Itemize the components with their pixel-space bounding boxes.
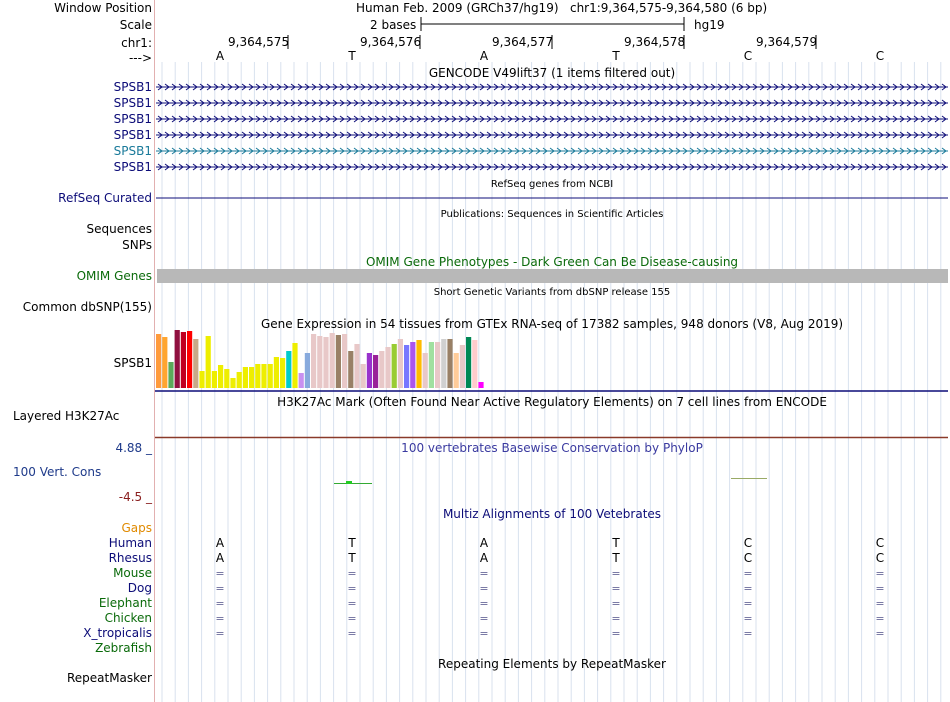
scale-text: 2 bases bbox=[370, 18, 417, 32]
phylop-score bbox=[346, 481, 352, 484]
base-letter: A bbox=[479, 49, 489, 63]
gtex-tissue-bar bbox=[168, 362, 173, 388]
coordinate-label: 9,364,578 bbox=[624, 35, 686, 49]
sequences-label[interactable]: Sequences bbox=[86, 222, 152, 236]
gtex-tissue-bar bbox=[305, 353, 310, 388]
gtex-tissue-bar bbox=[454, 353, 459, 388]
gtex-tissue-bar bbox=[243, 367, 248, 388]
gtex-track-title[interactable]: Gene Expression in 54 tissues from GTEx RNA-seq of 17382 samples, 948 donors (V8, Aug 2019) bbox=[260, 317, 844, 331]
gtex-tissue-bar bbox=[354, 344, 359, 388]
gtex-tissue-bar bbox=[361, 364, 366, 388]
refseq-track-title[interactable]: RefSeq genes from NCBI bbox=[490, 179, 614, 190]
alignment-base: = bbox=[743, 627, 753, 640]
gtex-tissue-bar bbox=[299, 373, 304, 388]
gtex-tissue-bar bbox=[230, 378, 235, 388]
alignment-base: = bbox=[347, 627, 357, 640]
coordinate-label: 9,364,577 bbox=[492, 35, 554, 49]
gencode-row-label[interactable]: SPSB1 bbox=[113, 144, 152, 158]
dbsnp-track-title[interactable]: Short Genetic Variants from dbSNP release 155 bbox=[433, 287, 671, 298]
dbsnp-label[interactable]: Common dbSNP(155) bbox=[22, 300, 152, 314]
alignment-base: = bbox=[479, 567, 489, 580]
assembly-text bbox=[356, 1, 767, 15]
gtex-tissue-bar bbox=[218, 365, 223, 388]
species-label[interactable]: Human bbox=[108, 536, 152, 550]
gaps-label: Gaps bbox=[121, 521, 152, 535]
phylop-score bbox=[334, 483, 372, 484]
gtex-tissue-bar bbox=[398, 339, 403, 388]
h3k27ac-track-title[interactable]: H3K27Ac Mark (Often Found Near Active Regulatory Elements) on 7 cell lines from ENCODE bbox=[277, 395, 827, 409]
gtex-tissue-bar bbox=[429, 342, 434, 388]
gtex-tissue-bar bbox=[193, 339, 198, 388]
alignment-base: A bbox=[215, 536, 225, 550]
species-label[interactable]: Dog bbox=[127, 581, 152, 595]
gtex-tissue-bar bbox=[435, 342, 440, 388]
refseq-label[interactable]: RefSeq Curated bbox=[58, 191, 152, 205]
repeatmasker-label[interactable]: RepeatMasker bbox=[66, 671, 152, 685]
alignment-base: = bbox=[611, 567, 621, 580]
window-position-label: Window Position bbox=[54, 1, 152, 15]
gtex-tissue-bar bbox=[460, 345, 465, 388]
gtex-tissue-bar bbox=[478, 382, 483, 388]
repeatmasker-track-title[interactable]: Repeating Elements by RepeatMasker bbox=[438, 657, 666, 671]
alignment-base: = bbox=[479, 612, 489, 625]
alignment-base: = bbox=[479, 597, 489, 610]
alignment-base: = bbox=[479, 582, 489, 595]
alignment-base: = bbox=[479, 627, 489, 640]
h3k27ac-label[interactable]: Layered H3K27Ac bbox=[13, 409, 120, 423]
alignment-base: = bbox=[215, 627, 225, 640]
alignment-base: = bbox=[611, 612, 621, 625]
gtex-tissue-bar bbox=[286, 351, 291, 388]
base-letter: T bbox=[612, 49, 620, 63]
gtex-tissue-bar bbox=[311, 334, 316, 388]
scale-db: hg19 bbox=[694, 18, 725, 32]
species-label[interactable]: Mouse bbox=[113, 566, 152, 580]
phylop-label[interactable]: 100 Vert. Cons bbox=[13, 465, 102, 479]
alignment-base: = bbox=[215, 597, 225, 610]
gtex-label[interactable]: SPSB1 bbox=[113, 356, 152, 370]
gtex-tissue-bar bbox=[249, 367, 254, 388]
alignment-base: = bbox=[743, 567, 753, 580]
gtex-tissue-bar bbox=[379, 351, 384, 388]
alignment-base: = bbox=[743, 597, 753, 610]
alignment-base: = bbox=[611, 627, 621, 640]
gtex-tissue-bar bbox=[181, 332, 186, 388]
phylop-min-label: -4.5 _ bbox=[118, 490, 152, 504]
alignment-base: C bbox=[743, 536, 753, 550]
alignment-base: = bbox=[875, 612, 885, 625]
gtex-tissue-bar bbox=[423, 353, 428, 388]
alignment-base: T bbox=[612, 551, 620, 565]
gtex-tissue-bar bbox=[175, 330, 180, 388]
omim-track-title[interactable]: OMIM Gene Phenotypes - Dark Green Can Be Disease-causing bbox=[365, 255, 739, 269]
gtex-tissue-bar bbox=[336, 335, 341, 388]
alignment-base: = bbox=[611, 597, 621, 610]
alignment-base: A bbox=[215, 551, 225, 565]
alignment-base: = bbox=[611, 582, 621, 595]
phylop-score bbox=[731, 478, 767, 479]
alignment-base: T bbox=[348, 536, 356, 550]
gtex-tissue-bar bbox=[441, 339, 446, 388]
chrom-label: chr1: bbox=[121, 36, 152, 50]
gtex-tissue-bar bbox=[199, 371, 204, 388]
alignment-base: = bbox=[347, 567, 357, 580]
alignment-base: = bbox=[347, 597, 357, 610]
multiz-track-title[interactable]: Multiz Alignments of 100 Vetebrates bbox=[442, 507, 662, 521]
alignment-base: A bbox=[479, 551, 489, 565]
alignment-base: = bbox=[743, 582, 753, 595]
gtex-tissue-bar bbox=[342, 334, 347, 388]
alignment-base: T bbox=[612, 536, 620, 550]
gtex-tissue-bar bbox=[292, 343, 297, 388]
assembly-name: Human Feb. 2009 (GRCh37/hg19) bbox=[356, 1, 559, 15]
omim-label[interactable]: OMIM Genes bbox=[76, 269, 152, 283]
gtex-tissue-bar bbox=[255, 364, 260, 388]
coordinate-label: 9,364,579 bbox=[756, 35, 818, 49]
alignment-base: = bbox=[875, 627, 885, 640]
alignment-base: = bbox=[347, 612, 357, 625]
alignment-base: C bbox=[875, 551, 885, 565]
phylop-track-title[interactable]: 100 vertebrates Basewise Conservation by PhyloP bbox=[401, 441, 703, 455]
alignment-base: A bbox=[479, 536, 489, 550]
coordinate-label: 9,364,575 bbox=[228, 35, 290, 49]
base-letter: T bbox=[348, 49, 356, 63]
species-label[interactable]: Zebrafish bbox=[95, 641, 152, 655]
species-label[interactable]: X_tropicalis bbox=[83, 626, 152, 640]
coordinate-label: 9,364,576 bbox=[360, 35, 422, 49]
gencode-row-label[interactable]: SPSB1 bbox=[113, 112, 152, 126]
gtex-tissue-bar bbox=[472, 340, 477, 388]
scale-label: Scale bbox=[119, 18, 152, 32]
alignment-base: C bbox=[875, 536, 885, 550]
alignment-base: = bbox=[875, 567, 885, 580]
alignment-base: = bbox=[875, 582, 885, 595]
alignment-base: = bbox=[875, 597, 885, 610]
gtex-tissue-bar bbox=[404, 345, 409, 388]
window-position-value[interactable]: chr1:9,364,575-9,364,580 (6 bp) bbox=[569, 1, 768, 15]
alignment-base: T bbox=[348, 551, 356, 565]
gencode-row-label[interactable]: SPSB1 bbox=[113, 160, 152, 174]
gtex-tissue-bar bbox=[280, 358, 285, 388]
gtex-tissue-bar bbox=[206, 336, 211, 388]
omim-gene-bar bbox=[157, 269, 948, 283]
gtex-tissue-bar bbox=[237, 372, 242, 388]
snps-label[interactable]: SNPs bbox=[122, 238, 152, 252]
gtex-tissue-bar bbox=[466, 337, 471, 388]
gtex-tissue-bar bbox=[392, 344, 397, 388]
gtex-tissue-bar bbox=[373, 355, 378, 388]
species-label[interactable]: Elephant bbox=[98, 596, 152, 610]
gtex-tissue-bar bbox=[187, 331, 192, 388]
gencode-row-label[interactable]: SPSB1 bbox=[113, 80, 152, 94]
alignment-base: = bbox=[347, 582, 357, 595]
gtex-tissue-bar bbox=[410, 342, 415, 388]
base-letter: C bbox=[875, 49, 885, 63]
gtex-tissue-bar bbox=[330, 333, 335, 388]
gtex-tissue-bar bbox=[156, 334, 161, 388]
alignment-base: = bbox=[215, 582, 225, 595]
gtex-tissue-bar bbox=[385, 347, 390, 388]
gtex-tissue-bar bbox=[274, 357, 279, 388]
species-label[interactable]: Rhesus bbox=[108, 551, 152, 565]
base-letter: A bbox=[215, 49, 225, 63]
publications-track-title[interactable]: Publications: Sequences in Scientific Articles bbox=[440, 209, 664, 220]
alignment-base: = bbox=[215, 612, 225, 625]
gtex-tissue-bar bbox=[224, 369, 229, 388]
strand-label: ---> bbox=[128, 51, 152, 65]
gtex-tissue-bar bbox=[348, 351, 353, 388]
gtex-tissue-bar bbox=[212, 371, 217, 388]
base-letter: C bbox=[743, 49, 753, 63]
alignment-base: C bbox=[743, 551, 753, 565]
phylop-max-label: 4.88 _ bbox=[115, 441, 152, 455]
gtex-tissue-bar bbox=[367, 353, 372, 388]
gtex-tissue-bar bbox=[416, 340, 421, 388]
gencode-row-label[interactable]: SPSB1 bbox=[113, 128, 152, 142]
gtex-tissue-bar bbox=[261, 364, 266, 388]
gencode-row-label[interactable]: SPSB1 bbox=[113, 96, 152, 110]
gtex-tissue-bar bbox=[447, 339, 452, 388]
gtex-tissue-bar bbox=[162, 337, 167, 388]
gencode-track-title[interactable]: GENCODE V49lift37 (1 items filtered out) bbox=[428, 66, 676, 80]
gtex-tissue-bar bbox=[317, 336, 322, 388]
alignment-base: = bbox=[215, 567, 225, 580]
species-label[interactable]: Chicken bbox=[104, 611, 152, 625]
gtex-tissue-bar bbox=[323, 337, 328, 388]
gtex-tissue-bar bbox=[268, 364, 273, 388]
alignment-base: = bbox=[743, 612, 753, 625]
